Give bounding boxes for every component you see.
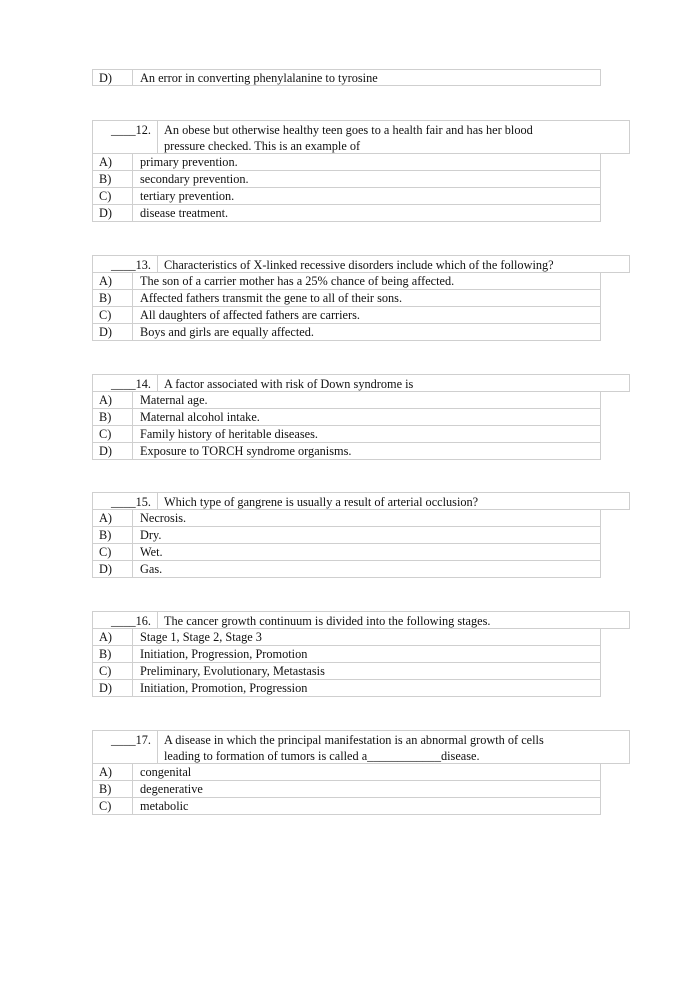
- question-17: [92, 730, 630, 815]
- option-letter: C): [93, 544, 133, 560]
- question-15: [92, 492, 630, 578]
- option-letter: A): [93, 764, 133, 780]
- question-text: The cancer growth continuum is divided into the following stages.: [164, 614, 491, 628]
- option-row: [92, 781, 601, 798]
- question-stem: [92, 120, 630, 154]
- option-text: tertiary prevention.: [140, 189, 235, 203]
- question-number: ____17.: [93, 731, 158, 763]
- option-letter: A): [93, 392, 133, 408]
- option-row: [92, 764, 601, 781]
- question-number: ____16.: [93, 612, 158, 628]
- option-text: Preliminary, Evolutionary, Metastasis: [140, 664, 325, 678]
- option-text: primary prevention.: [140, 155, 238, 169]
- question-text: Characteristics of X-linked recessive disorders include which of the following?: [164, 258, 554, 272]
- option-text: Initiation, Promotion, Progression: [140, 681, 308, 695]
- option-text: Stage 1, Stage 2, Stage 3: [140, 630, 262, 644]
- question-text-line-2: leading to formation of tumors is called a____________disease.: [164, 749, 480, 763]
- question-number: ____15.: [93, 493, 158, 509]
- option-letter: D): [93, 205, 133, 221]
- option-row: [92, 273, 601, 290]
- option-row: [92, 527, 601, 544]
- option-row: [92, 307, 601, 324]
- option-row: [92, 629, 601, 646]
- question-text: A factor associated with risk of Down syndrome is: [164, 377, 414, 391]
- question-text-line-1: An obese but otherwise healthy teen goes to a health fair and has her blood: [164, 123, 533, 137]
- question-text-line-1: A disease in which the principal manifestation is an abnormal growth of cells: [164, 733, 544, 747]
- option-row: [92, 798, 601, 815]
- option-text: metabolic: [140, 799, 189, 813]
- question-number: ____13.: [93, 256, 158, 272]
- option-row: [92, 561, 601, 578]
- option-row: [92, 188, 601, 205]
- option-row: [92, 290, 601, 307]
- question-16: [92, 611, 630, 697]
- option-letter: C): [93, 307, 133, 323]
- option-row: [92, 154, 601, 171]
- option-text: Boys and girls are equally affected.: [140, 325, 314, 339]
- option-letter: B): [93, 171, 133, 187]
- option-letter: D): [93, 70, 133, 85]
- previous-question-tail: [92, 69, 601, 86]
- option-letter: A): [93, 629, 133, 645]
- question-number: ____12.: [93, 121, 158, 153]
- option-text: degenerative: [140, 782, 203, 796]
- question-12: [92, 120, 630, 222]
- option-text: Exposure to TORCH syndrome organisms.: [140, 444, 352, 458]
- question-13: [92, 255, 630, 341]
- option-text: congenital: [140, 765, 192, 779]
- option-row: [92, 663, 601, 680]
- option-letter: C): [93, 663, 133, 679]
- option-row: [92, 680, 601, 697]
- option-letter: A): [93, 154, 133, 170]
- option-letter: C): [93, 426, 133, 442]
- question-14: [92, 374, 630, 460]
- option-row: [92, 646, 601, 663]
- option-row: [92, 392, 601, 409]
- option-row: [92, 544, 601, 561]
- option-text: Family history of heritable diseases.: [140, 427, 318, 441]
- option-letter: B): [93, 781, 133, 797]
- option-letter: B): [93, 409, 133, 425]
- option-letter: B): [93, 290, 133, 306]
- question-stem: [92, 492, 630, 510]
- option-row: [92, 324, 601, 341]
- option-letter: D): [93, 561, 133, 577]
- option-text: Gas.: [140, 562, 163, 576]
- option-row: [92, 443, 601, 460]
- option-letter: C): [93, 798, 133, 814]
- option-row: [92, 205, 601, 222]
- option-letter: B): [93, 646, 133, 662]
- option-text: Initiation, Progression, Promotion: [140, 647, 308, 661]
- option-text: disease treatment.: [140, 206, 229, 220]
- option-text: Affected fathers transmit the gene to all of their sons.: [140, 291, 403, 305]
- question-stem: [92, 374, 630, 392]
- option-text: Maternal alcohol intake.: [140, 410, 260, 424]
- question-stem: [92, 255, 630, 273]
- option-text: Wet.: [140, 545, 163, 559]
- option-text: An error in converting phenylalanine to tyrosine: [140, 71, 378, 85]
- option-text: All daughters of affected fathers are carriers.: [140, 308, 360, 322]
- question-text-line-2: pressure checked. This is an example of: [164, 139, 361, 153]
- question-stem: [92, 611, 630, 629]
- option-row: [92, 171, 601, 188]
- question-number: ____14.: [93, 375, 158, 391]
- option-text: The son of a carrier mother has a 25% chance of being affected.: [140, 274, 455, 288]
- option-row: [92, 69, 601, 86]
- question-text: [158, 731, 629, 763]
- question-text: [158, 121, 629, 153]
- question-text: Which type of gangrene is usually a result of arterial occlusion?: [164, 495, 479, 509]
- option-letter: A): [93, 510, 133, 526]
- option-letter: D): [93, 324, 133, 340]
- option-row: [92, 409, 601, 426]
- option-row: [92, 510, 601, 527]
- option-letter: A): [93, 273, 133, 289]
- option-letter: D): [93, 443, 133, 459]
- option-letter: D): [93, 680, 133, 696]
- option-text: Maternal age.: [140, 393, 208, 407]
- option-text: Necrosis.: [140, 511, 187, 525]
- option-row: [92, 426, 601, 443]
- option-text: Dry.: [140, 528, 162, 542]
- option-text: secondary prevention.: [140, 172, 249, 186]
- question-stem: [92, 730, 630, 764]
- option-letter: C): [93, 188, 133, 204]
- option-letter: B): [93, 527, 133, 543]
